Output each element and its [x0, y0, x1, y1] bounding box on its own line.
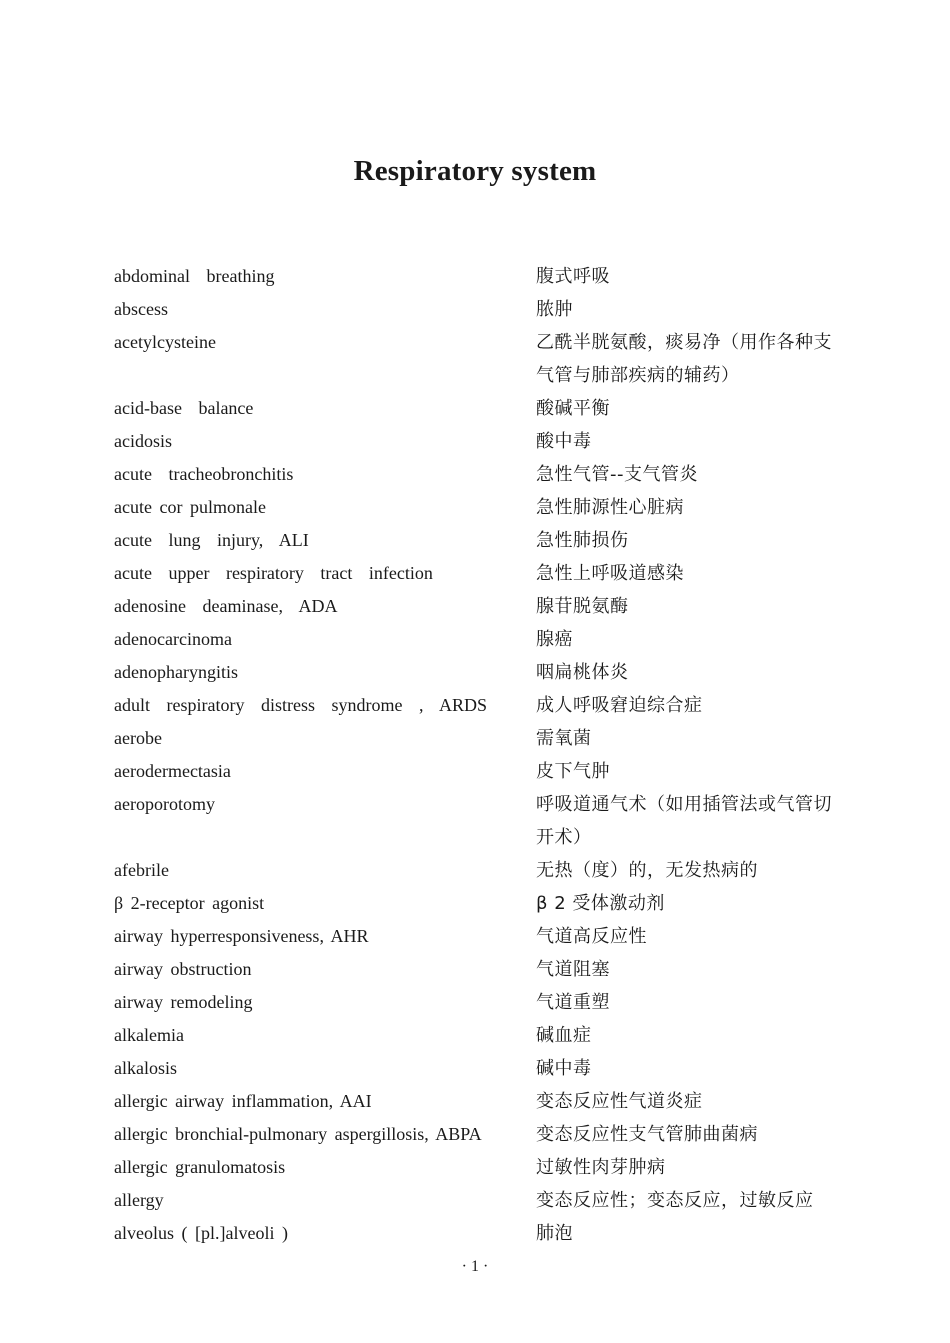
- glossary-row: [114, 623, 844, 656]
- term-english: allergy: [114, 1190, 164, 1210]
- term-english: aerodermectasia: [114, 761, 231, 781]
- page-title: Respiratory system: [353, 155, 597, 187]
- term-chinese: 脓肿: [536, 299, 573, 320]
- glossary-row: [114, 920, 844, 953]
- term-english: alveolus ( [pl.]alveoli ): [114, 1223, 288, 1243]
- glossary-row: [114, 854, 844, 887]
- term-chinese: 成人呼吸窘迫综合症: [536, 695, 703, 716]
- term-chinese: 变态反应性气道炎症: [536, 1091, 703, 1112]
- term-chinese: 变态反应性；变态反应，过敏反应: [536, 1190, 814, 1211]
- glossary-row: [114, 689, 844, 722]
- glossary-row: [114, 260, 844, 293]
- term-chinese: 过敏性肉芽肿病: [536, 1157, 666, 1178]
- term-chinese: 急性肺源性心脏病: [536, 497, 684, 518]
- glossary-row: [114, 656, 844, 689]
- term-english: acute lung injury, ALI: [114, 530, 309, 550]
- term-chinese: 酸中毒: [536, 431, 592, 452]
- term-english: abdominal breathing: [114, 266, 275, 286]
- term-english: airway hyperresponsiveness, AHR: [114, 926, 369, 946]
- term-english: alkalemia: [114, 1025, 184, 1045]
- term-english: acetylcysteine: [114, 332, 216, 352]
- term-chinese: 急性肺损伤: [536, 530, 629, 551]
- glossary-row: [114, 293, 844, 326]
- glossary-row: [114, 392, 844, 425]
- term-english: acute upper respiratory tract infection: [114, 563, 433, 583]
- term-english: aeroporotomy: [114, 794, 215, 814]
- term-chinese: 肺泡: [536, 1223, 573, 1244]
- glossary-row: [114, 491, 844, 524]
- term-english: allergic bronchial-pulmonary aspergillosis, ABPA: [114, 1124, 482, 1144]
- term-english: adenopharyngitis: [114, 662, 238, 682]
- term-chinese: 气道阻塞: [536, 959, 610, 980]
- term-english: airway obstruction: [114, 959, 252, 979]
- glossary-row: [114, 1085, 844, 1118]
- glossary-row: [114, 788, 844, 854]
- term-chinese: 碱血症: [536, 1025, 592, 1046]
- glossary-row: [114, 1184, 844, 1217]
- glossary-row: [114, 953, 844, 986]
- term-chinese: 酸碱平衡: [536, 398, 610, 419]
- glossary-row: [114, 1052, 844, 1085]
- glossary-row: [114, 524, 844, 557]
- term-english: aerobe: [114, 728, 162, 748]
- glossary-row: [114, 722, 844, 755]
- term-chinese: 气道重塑: [536, 992, 610, 1013]
- term-chinese: 气道高反应性: [536, 926, 647, 947]
- glossary-row: [114, 986, 844, 1019]
- term-english: airway remodeling: [114, 992, 253, 1012]
- term-chinese: 乙酰半胱氨酸，痰易净（用作各种支气管与肺部疾病的辅药）: [536, 332, 832, 386]
- term-english: β 2-receptor agonist: [114, 893, 265, 913]
- glossary-row: [114, 1151, 844, 1184]
- term-chinese: 腺苷脱氨酶: [536, 596, 629, 617]
- page-number: · 1 ·: [461, 1258, 489, 1275]
- term-chinese: 无热（度）的，无发热病的: [536, 860, 758, 881]
- term-chinese: 皮下气肿: [536, 761, 610, 782]
- term-chinese: 需氧菌: [536, 728, 592, 749]
- term-english: acidosis: [114, 431, 172, 451]
- term-english: allergic airway inflammation, AAI: [114, 1091, 372, 1111]
- glossary-row: [114, 326, 844, 392]
- term-chinese: 腹式呼吸: [536, 266, 610, 287]
- term-english: acid-base balance: [114, 398, 254, 418]
- glossary-row: [114, 425, 844, 458]
- term-chinese: 咽扁桃体炎: [536, 662, 629, 683]
- term-chinese: 急性上呼吸道感染: [536, 563, 684, 584]
- glossary-row: [114, 590, 844, 623]
- term-english: acute tracheobronchitis: [114, 464, 294, 484]
- glossary-row: [114, 1019, 844, 1052]
- term-english: abscess: [114, 299, 168, 319]
- term-english: afebrile: [114, 860, 169, 880]
- term-chinese: 变态反应性支气管肺曲菌病: [536, 1124, 758, 1145]
- term-chinese: 碱中毒: [536, 1058, 592, 1079]
- term-english: adenosine deaminase, ADA: [114, 596, 338, 616]
- glossary-list: [114, 260, 844, 1250]
- term-english: adenocarcinoma: [114, 629, 232, 649]
- glossary-row: [114, 1217, 844, 1250]
- term-chinese: β 2 受体激动剂: [536, 893, 665, 914]
- glossary-row: [114, 1118, 844, 1151]
- glossary-row: [114, 887, 844, 920]
- term-chinese: 呼吸道通气术（如用插管法或气管切开术）: [536, 794, 832, 848]
- term-english: alkalosis: [114, 1058, 177, 1078]
- glossary-row: [114, 755, 844, 788]
- term-english: acute cor pulmonale: [114, 497, 266, 517]
- glossary-row: [114, 557, 844, 590]
- glossary-row: [114, 458, 844, 491]
- term-chinese: 腺癌: [536, 629, 573, 650]
- term-chinese: 急性气管--支气管炎: [536, 464, 698, 485]
- term-english: adult respiratory distress syndrome , ARDS: [114, 695, 487, 715]
- term-english: allergic granulomatosis: [114, 1157, 286, 1177]
